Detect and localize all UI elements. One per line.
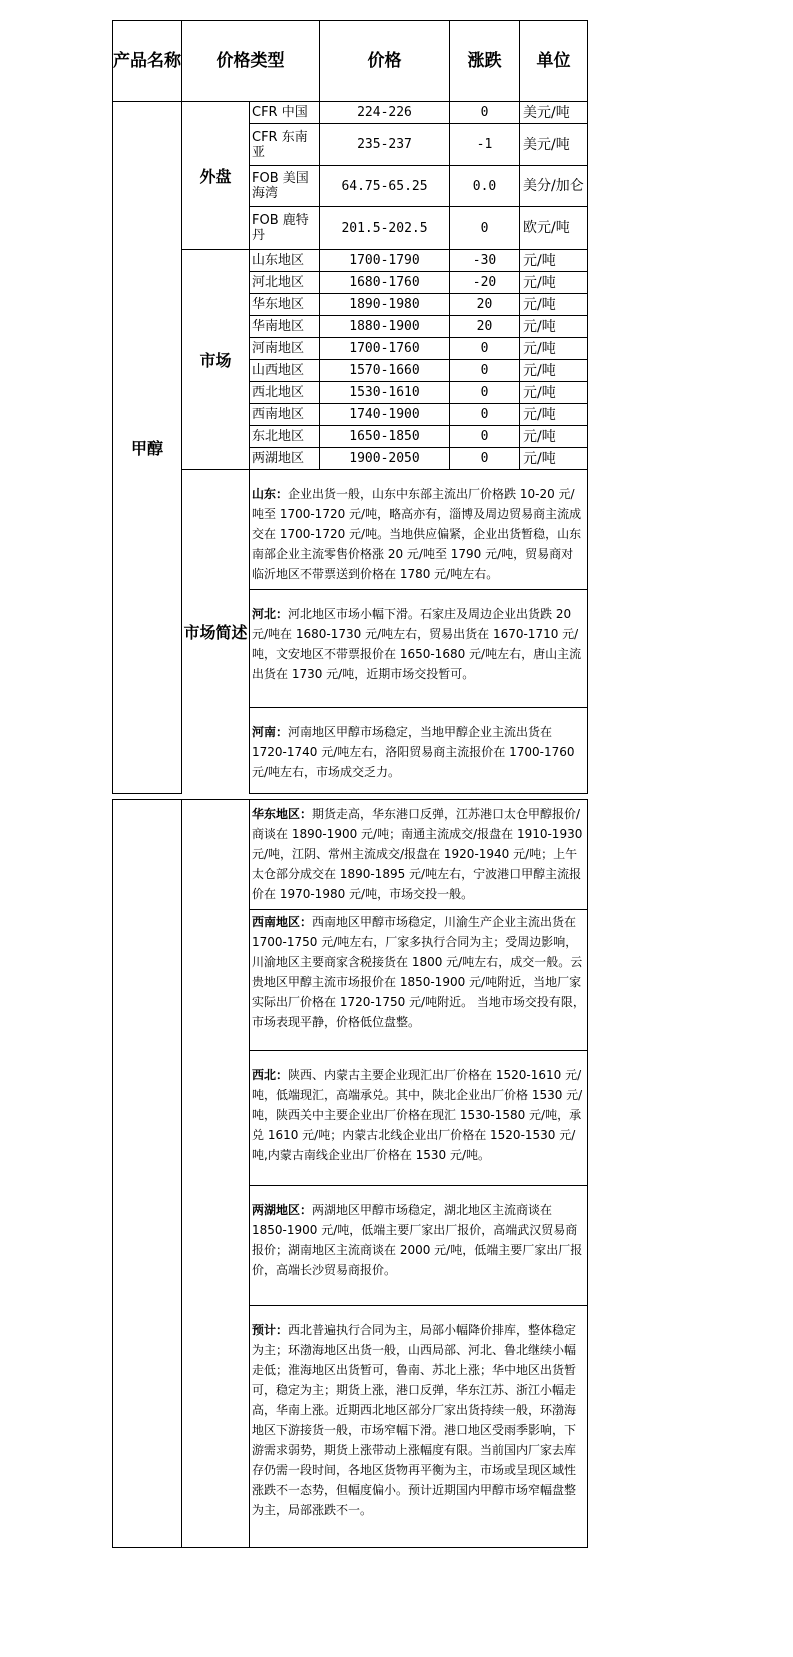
- overseas-unit: 欧元/吨: [520, 207, 588, 250]
- market-loc: 东北地区: [250, 426, 320, 448]
- market-loc: 西北地区: [250, 382, 320, 404]
- note-sep: ：: [300, 915, 313, 929]
- market-unit: 元/吨: [520, 294, 588, 316]
- note-title: 河南: [252, 725, 277, 739]
- group-summary: 市场简述: [182, 470, 250, 794]
- header-change: 涨跌: [450, 21, 520, 102]
- overseas-price: 201.5-202.5: [320, 207, 450, 250]
- market-unit: 元/吨: [520, 404, 588, 426]
- note-text: 西南地区甲醇市场稳定，川渝生产企业主流出货在 1700-1750 元/吨左右，厂家多执行合同为主；受周边影响，川渝地区主要商家含税接货在 1800 元/吨左右，成交一般。云贵地区甲醇主流市场报价在 1850-1900 元/吨附近，当地厂家实际出厂价格在 1720-1750 元/吨附近。 当地市场交投有限，市场表现平静，价格低位盘整。: [252, 915, 585, 1029]
- group-market: 市场: [182, 250, 250, 470]
- market-change: -20: [450, 272, 520, 294]
- market-price: 1900-2050: [320, 448, 450, 470]
- note-sep: ：: [300, 1203, 313, 1217]
- overseas-price: 64.75-65.25: [320, 166, 450, 207]
- note-title: 两湖地区: [252, 1203, 301, 1217]
- market-unit: 元/吨: [520, 448, 588, 470]
- market-unit: 元/吨: [520, 250, 588, 272]
- market-unit: 元/吨: [520, 426, 588, 448]
- market-unit: 元/吨: [520, 272, 588, 294]
- overseas-change: 0: [450, 102, 520, 124]
- note-text: 陕西、内蒙古主要企业现汇出厂价格在 1520-1610 元/吨，低端现汇，高端承兑。其中，陕北企业出厂价格 1530 元/吨，陕西关中主要企业出厂价格在现汇 1530-1580 元/吨，承兑 1610 元/吨；内蒙古北线企业出厂价格在 1520-1530 元/吨,内蒙古南线企业出厂价格在 1530 元/吨。: [252, 1068, 583, 1162]
- market-price: 1880-1900: [320, 316, 450, 338]
- note-sep: ：: [276, 1323, 289, 1337]
- note-title: 河北: [252, 607, 277, 621]
- market-change: 0: [450, 382, 520, 404]
- note-text: 期货走高，华东港口反弹，江苏港口太仓甲醇报价/商谈在 1890-1900 元/吨；南通主流成交/报盘在 1910-1930 元/吨，江阴、常州主流成交/报盘在 1920-1940 元/吨；上午太仓部分成交在 1890-1895 元/吨左右，宁波港口甲醇主流报价在 1970-1980 元/吨，市场交投一般。: [252, 807, 583, 901]
- overseas-loc: FOB 鹿特丹: [250, 207, 320, 250]
- note-sep: ：: [276, 607, 289, 621]
- note-southwest: [250, 910, 588, 1051]
- market-change: 0: [450, 338, 520, 360]
- overseas-change: 0.0: [450, 166, 520, 207]
- note-text: 企业出货一般，山东中东部主流出厂价格跌 10-20 元/吨至 1700-1720 元/吨，略高亦有，淄博及周边贸易商主流成交在 1700-1720 元/吨。当地供应偏紧，企业出货暂稳，山东南部企业主流零售价格涨 20 元/吨至 1790 元/吨，贸易商对临沂地区不带票送到价格在 1780 元/吨左右。: [252, 487, 582, 581]
- note-text: 河北地区市场小幅下滑。石家庄及周边企业出货跌 20 元/吨在 1680-1730 元/吨左右，贸易出货在 1670-1710 元/吨，文安地区不带票报价在 1650-1680 元/吨左右，唐山主流出货在 1730 元/吨，近期市场交投暂可。: [252, 607, 582, 681]
- note-forecast: [250, 1306, 588, 1548]
- market-loc: 华东地区: [250, 294, 320, 316]
- methanol-notes-table: [112, 799, 588, 1548]
- market-unit: 元/吨: [520, 338, 588, 360]
- overseas-loc: FOB 美国海湾: [250, 166, 320, 207]
- note-northwest: [250, 1051, 588, 1186]
- header-unit: 单位: [520, 21, 588, 102]
- note-sep: ：: [276, 487, 289, 501]
- overseas-unit: 美元/吨: [520, 102, 588, 124]
- market-price: 1700-1760: [320, 338, 450, 360]
- overseas-change: -1: [450, 124, 520, 166]
- note-title: 西北: [252, 1068, 277, 1082]
- market-unit: 元/吨: [520, 360, 588, 382]
- market-price: 1890-1980: [320, 294, 450, 316]
- market-price: 1700-1790: [320, 250, 450, 272]
- market-change: 0: [450, 448, 520, 470]
- product-cell: 甲醇: [113, 102, 182, 794]
- header-price-type: 价格类型: [182, 21, 320, 102]
- market-loc: 山西地区: [250, 360, 320, 382]
- header-price: 价格: [320, 21, 450, 102]
- note-text: 河南地区甲醇市场稳定，当地甲醇企业主流出货在 1720-1740 元/吨左右，洛阳贸易商主流报价在 1700-1760 元/吨左右，市场成交乏力。: [252, 725, 575, 779]
- note-title: 预计: [252, 1323, 277, 1337]
- market-unit: 元/吨: [520, 316, 588, 338]
- overseas-unit: 美元/吨: [520, 124, 588, 166]
- overseas-change: 0: [450, 207, 520, 250]
- market-loc: 河北地区: [250, 272, 320, 294]
- overseas-price: 235-237: [320, 124, 450, 166]
- note-title: 山东: [252, 487, 277, 501]
- note-title: 西南地区: [252, 915, 301, 929]
- overseas-loc: CFR 中国: [250, 102, 320, 124]
- note-sep: ：: [276, 1068, 289, 1082]
- market-loc: 两湖地区: [250, 448, 320, 470]
- market-loc: 河南地区: [250, 338, 320, 360]
- note-sep: ：: [276, 725, 289, 739]
- market-price: 1650-1850: [320, 426, 450, 448]
- market-change: 0: [450, 404, 520, 426]
- market-change: 20: [450, 316, 520, 338]
- note-text: 两湖地区甲醇市场稳定，湖北地区主流商谈在 1850-1900 元/吨，低端主要厂家出厂报价，高端武汉贸易商报价；湖南地区主流商谈在 2000 元/吨，低端主要厂家出厂报价，高端长沙贸易商报价。: [252, 1203, 583, 1277]
- market-price: 1680-1760: [320, 272, 450, 294]
- market-unit: 元/吨: [520, 382, 588, 404]
- market-change: 0: [450, 360, 520, 382]
- market-loc: 山东地区: [250, 250, 320, 272]
- note-shandong: [250, 470, 588, 590]
- note-henan: [250, 708, 588, 794]
- note-sep: ：: [300, 807, 313, 821]
- market-change: -30: [450, 250, 520, 272]
- market-loc: 西南地区: [250, 404, 320, 426]
- note-hebei: [250, 590, 588, 708]
- market-price: 1570-1660: [320, 360, 450, 382]
- note-text: 西北普遍执行合同为主，局部小幅降价排库，整体稳定为主；环渤海地区出货一般，山西局部、河北、鲁北继续小幅走低；淮海地区出货暂可，鲁南、苏北上涨；华中地区出货暂可，稳定为主；期货上涨，港口反弹，华东江苏、浙江小幅走高，华南上涨。近期西北地区部分厂家出货持续一般，环渤海地区下游接货一般，市场窄幅下滑。港口地区受雨季影响，下游需求弱势，期货上涨带动上涨幅度有限。当前国内厂家去库存仍需一段时间，各地区货物再平衡为主，市场或呈现区域性涨跌不一态势，但幅度偏小。预计近期国内甲醇市场窄幅盘整为主，局部涨跌不一。: [252, 1323, 577, 1517]
- group-overseas: 外盘: [182, 102, 250, 250]
- market-price: 1530-1610: [320, 382, 450, 404]
- header-product-name: 产品名称: [113, 21, 182, 102]
- market-change: 20: [450, 294, 520, 316]
- overseas-unit: 美分/加仑: [520, 166, 588, 207]
- market-price: 1740-1900: [320, 404, 450, 426]
- overseas-price: 224-226: [320, 102, 450, 124]
- note-hubei-hunan: [250, 1186, 588, 1306]
- product-cell-continued: [113, 800, 182, 1548]
- market-change: 0: [450, 426, 520, 448]
- note-title: 华东地区: [252, 807, 301, 821]
- note-east-china: [250, 800, 588, 910]
- group-cell-continued: [182, 800, 250, 1548]
- overseas-loc: CFR 东南亚: [250, 124, 320, 166]
- methanol-price-table: [112, 20, 588, 794]
- market-loc: 华南地区: [250, 316, 320, 338]
